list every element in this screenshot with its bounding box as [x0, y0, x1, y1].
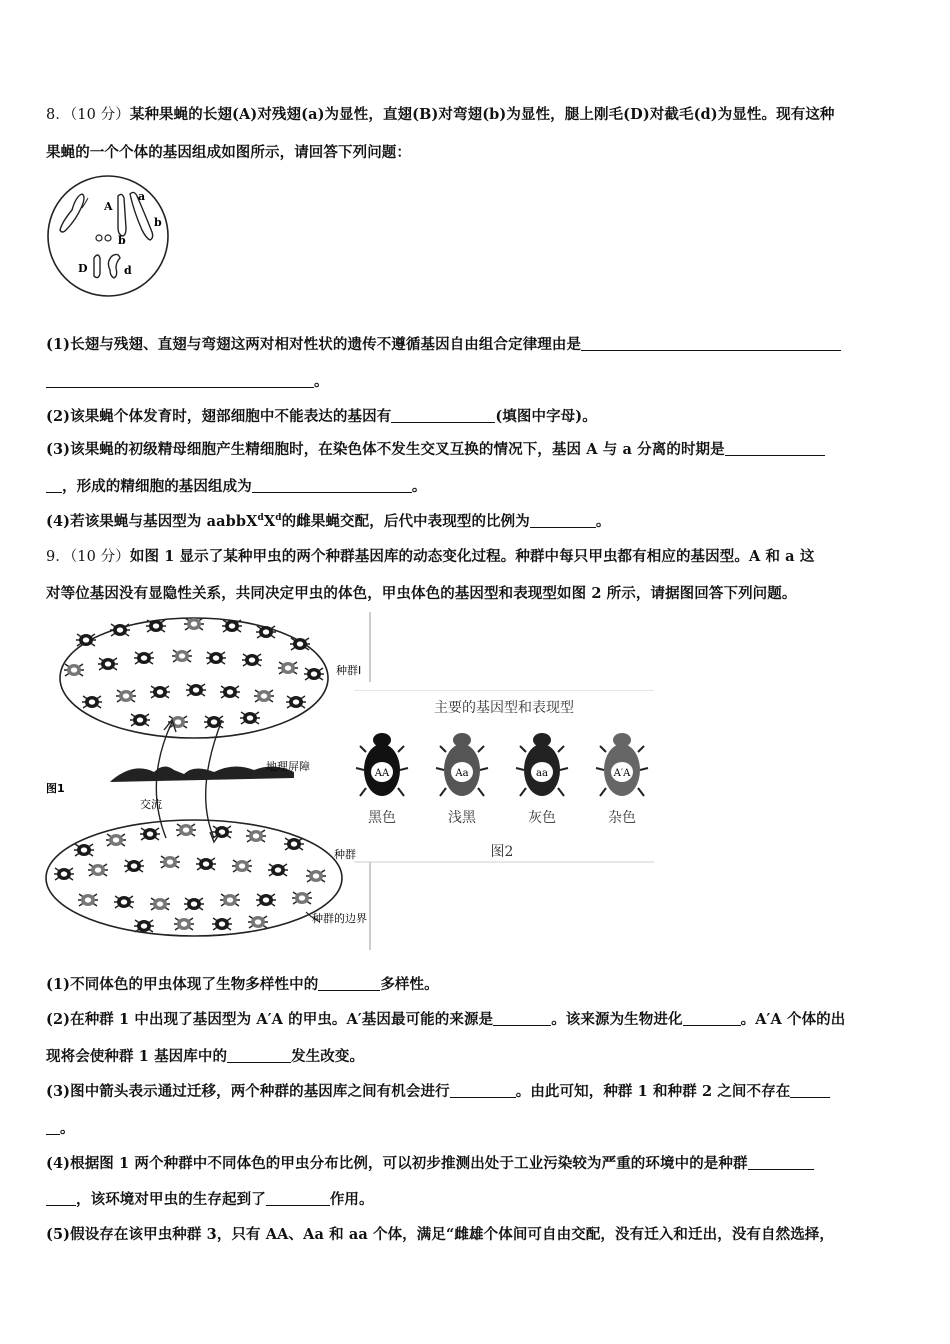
- beetle-icon: [222, 620, 242, 632]
- beetle-icon: [268, 864, 288, 876]
- label-b-right: b: [154, 216, 162, 229]
- genotype-label: AA: [374, 768, 390, 779]
- answer-blank[interactable]: [318, 976, 380, 991]
- answer-blank[interactable]: [725, 441, 825, 456]
- q9-sub4-line2: [46, 1188, 374, 1209]
- q9-stem-line2: 对等位基因没有显隐性关系，共同决定甲虫的体色，甲虫体色的基因型和表现型如图 2 所示，请据图回答下列问题。: [46, 585, 797, 602]
- beetle-icon: [212, 918, 232, 930]
- q8-number: 8．: [46, 107, 70, 123]
- q8-sub3-text: (3)该果蝇的初级精母细胞产生精细胞时，在染色体不发生交叉互换的情况下，基因 A 与 a 分离的时期是: [46, 441, 725, 458]
- q9-sub3-pre: (3)图中箭头表示通过迁移，两个种群的基因库之间有机会进行: [46, 1083, 450, 1100]
- q8-sub2: [46, 405, 597, 426]
- q8-stem-line2: 果蝇的一个个体的基因组成如图所示，请回答下列问题：: [46, 144, 411, 161]
- q9-figure1-populations: [44, 612, 374, 952]
- q9-sub2-line1: [46, 1008, 845, 1029]
- fig2-title: 主要的基因型和表现型: [434, 700, 574, 716]
- q8-chromosome-figure: [42, 172, 178, 302]
- answer-blank[interactable]: [46, 1191, 76, 1206]
- phenotype-label: 杂色: [608, 810, 636, 826]
- q9-sub4-mid: ，该环境对甲虫的生存起到了: [76, 1191, 266, 1208]
- beetle-icon: [248, 916, 268, 928]
- answer-blank[interactable]: [493, 1011, 551, 1026]
- q9-stem-line1: [46, 545, 814, 566]
- genotype-label: Aa: [455, 768, 469, 779]
- q9-number: 9．: [46, 549, 70, 565]
- label-d: d: [124, 264, 132, 277]
- answer-blank[interactable]: [46, 373, 314, 388]
- beetle-icon: [256, 626, 276, 638]
- q8-score: （10 分）: [69, 107, 130, 123]
- q8-sub3-line2: [46, 475, 426, 496]
- q8-sub4-sup1: d: [257, 513, 264, 523]
- q9-sub2-line2: [46, 1045, 364, 1066]
- fig1-label: 图1: [46, 782, 65, 795]
- q9-sub4-line1: [46, 1152, 814, 1173]
- genotype-label: aa: [536, 768, 548, 779]
- beetle-icon: [64, 664, 84, 676]
- answer-blank[interactable]: [252, 478, 412, 493]
- phenotype-label: 黑色: [368, 810, 396, 826]
- q9-sub1-post: 多样性。: [380, 976, 439, 993]
- q9-sub1: [46, 973, 439, 994]
- q9-sub1-pre: (1)不同体色的甲虫体现了生物多样性中的: [46, 976, 319, 993]
- q9-sub5: (5)假设存在该甲虫种群 3，只有 AA、Aa 和 aa 个体，满足“雌雄个体间可自由交配，没有迁入和迁出，没有自然选择，: [46, 1226, 835, 1243]
- flow-label: 交流: [140, 798, 162, 811]
- q8-sub3-mid: ，形成的精细胞的基因组成为: [62, 478, 252, 495]
- beetle-icon: [286, 696, 306, 708]
- genotype-beetle-3: [516, 733, 568, 826]
- answer-blank[interactable]: [391, 408, 495, 423]
- beetle-icon: [256, 894, 276, 906]
- q8-stem-text: 某种果蝇的长翅(A)对残翅(a)为显性，直翅(B)对弯翅(b)为显性，腿上刚毛(D)对截毛(d)为显性。现有这种: [129, 106, 835, 123]
- beetle-icon: [82, 696, 102, 708]
- q9-sub2-mid: 。该来源为生物进化: [551, 1011, 683, 1028]
- q8-sub4-mid: X: [263, 513, 276, 530]
- beetle-icon: [212, 826, 232, 838]
- answer-blank[interactable]: [46, 478, 62, 493]
- answer-blank[interactable]: [790, 1083, 830, 1098]
- beetle-icon: [174, 918, 194, 930]
- beetle-icon: [306, 870, 326, 882]
- q9-sub2-line2-post: 发生改变。: [291, 1048, 365, 1065]
- q9-figure2-genotypes: [354, 690, 654, 866]
- q8-sub1-text: (1)长翅与残翅、直翅与弯翅这两对相对性状的遗传不遵循基因自由组合定律理由是: [46, 336, 582, 353]
- genotype-beetle-1: [356, 733, 408, 826]
- q8-sub4: [46, 510, 610, 531]
- beetle-icon: [106, 834, 126, 846]
- beetle-icon: [232, 860, 252, 872]
- q8-sub2-end: (填图中字母)。: [495, 408, 597, 425]
- beetle-icon: [172, 650, 192, 662]
- beetle-icon: [150, 686, 170, 698]
- boundary-label: 种群的边界: [312, 912, 367, 925]
- q9-sub2-post: 。A′A 个体的出: [740, 1011, 846, 1028]
- beetle-icon: [54, 868, 74, 880]
- q8-sub4-sup2: d: [275, 513, 282, 523]
- q8-sub3-line1: [46, 438, 825, 459]
- q8-sub2-text: (2)该果蝇个体发育时，翅部细胞中不能表达的基因有: [46, 408, 392, 425]
- beetle-icon: [146, 620, 166, 632]
- beetle-icon: [88, 864, 108, 876]
- beetle-icon: [140, 828, 160, 840]
- beetle-icon: [242, 654, 262, 666]
- q9-sub2-pre: (2)在种群 1 中出现了基因型为 A′A 的甲虫。A′基因最可能的来源是: [46, 1011, 494, 1028]
- answer-blank[interactable]: [581, 336, 841, 351]
- q8-sub4-end: 。: [595, 513, 611, 530]
- beetle-icon: [130, 714, 150, 726]
- genotype-beetle-4: [596, 733, 648, 826]
- q8-sub4-pre: (4)若该果蝇与基因型为 aabbX: [46, 513, 258, 530]
- q9-sub4-pre: (4)根据图 1 两个种群中不同体色的甲虫分布比例，可以初步推测出处于工业污染较为严重的环境中的是种群: [46, 1155, 748, 1172]
- beetle-icon: [110, 624, 130, 636]
- answer-blank[interactable]: [266, 1191, 330, 1206]
- genotype-beetle-2: [436, 733, 488, 826]
- beetle-icon: [98, 658, 118, 670]
- label-a: a: [138, 190, 146, 203]
- barrier-label: 地理屏障: [266, 760, 310, 773]
- beetle-icon: [290, 638, 310, 650]
- beetle-icon: [176, 824, 196, 836]
- phenotype-label: 灰色: [528, 810, 556, 826]
- beetle-icon: [196, 858, 216, 870]
- population2-ellipse: [46, 820, 342, 936]
- q8-sub4-post: 的雌果蝇交配，后代中表现型的比例为: [281, 513, 530, 530]
- label-b-left: b: [118, 234, 126, 247]
- q9-sub3-end: 。: [60, 1120, 75, 1137]
- beetle-icon: [134, 652, 154, 664]
- answer-blank[interactable]: [530, 513, 596, 528]
- beetle-icon: [184, 898, 204, 910]
- q8-stem-line1: [46, 103, 835, 124]
- answer-blank[interactable]: [46, 1120, 60, 1135]
- q9-sub2-line2-pre: 现将会使种群 1 基因库中的: [46, 1048, 228, 1065]
- phenotype-label: 浅黑: [448, 810, 476, 826]
- beetle-icon: [304, 668, 324, 680]
- answer-blank[interactable]: [227, 1048, 291, 1063]
- beetle-icon: [246, 830, 266, 842]
- population1-ellipse: [60, 618, 328, 738]
- beetle-icon: [160, 856, 180, 868]
- q8-sub1-end: 。: [314, 373, 329, 390]
- beetle-icon: [220, 686, 240, 698]
- answer-blank[interactable]: [748, 1155, 814, 1170]
- beetle-icon: [220, 894, 240, 906]
- label-A: A: [104, 200, 113, 213]
- q9-stem-text: 如图 1 显示了某种甲虫的两个种群基因库的动态变化过程。种群中每只甲虫都有相应的基因型。A 和 a 这: [129, 548, 815, 565]
- beetle-icon: [206, 652, 226, 664]
- q9-sub4-end: 作用。: [329, 1191, 374, 1208]
- beetle-icon: [124, 860, 144, 872]
- answer-blank[interactable]: [450, 1083, 516, 1098]
- beetle-icon: [76, 634, 96, 646]
- beetle-icon: [134, 920, 154, 932]
- label-D: D: [78, 262, 88, 275]
- beetle-icon: [114, 896, 134, 908]
- beetle-icon: [116, 690, 136, 702]
- beetle-icon: [184, 618, 204, 630]
- population2-beetles: [54, 824, 326, 932]
- beetle-icon: [150, 898, 170, 910]
- q8-sub1-line2: [46, 370, 329, 391]
- beetle-icon: [186, 684, 206, 696]
- beetle-icon: [254, 690, 274, 702]
- q9-score: （10 分）: [69, 549, 130, 565]
- genotype-label: A′A: [613, 768, 631, 779]
- fig2-caption: 图2: [490, 844, 514, 860]
- q8-sub3-end: 。: [411, 478, 427, 495]
- pop1-label: 种群Ⅰ: [336, 664, 362, 677]
- pop2-label: 种群: [334, 848, 356, 861]
- beetle-icon: [78, 894, 98, 906]
- beetle-icon: [74, 844, 94, 856]
- beetle-icon: [240, 712, 260, 724]
- beetle-icon: [278, 662, 298, 674]
- beetle-icon: [292, 892, 312, 904]
- q9-sub3-mid: 。由此可知，种群 1 和种群 2 之间不存在: [515, 1083, 791, 1100]
- q8-sub1-line1: [46, 333, 841, 354]
- beetle-icon: [284, 838, 304, 850]
- answer-blank[interactable]: [683, 1011, 741, 1026]
- q9-sub3-line1: [46, 1080, 830, 1101]
- q9-sub3-line2: [46, 1117, 75, 1138]
